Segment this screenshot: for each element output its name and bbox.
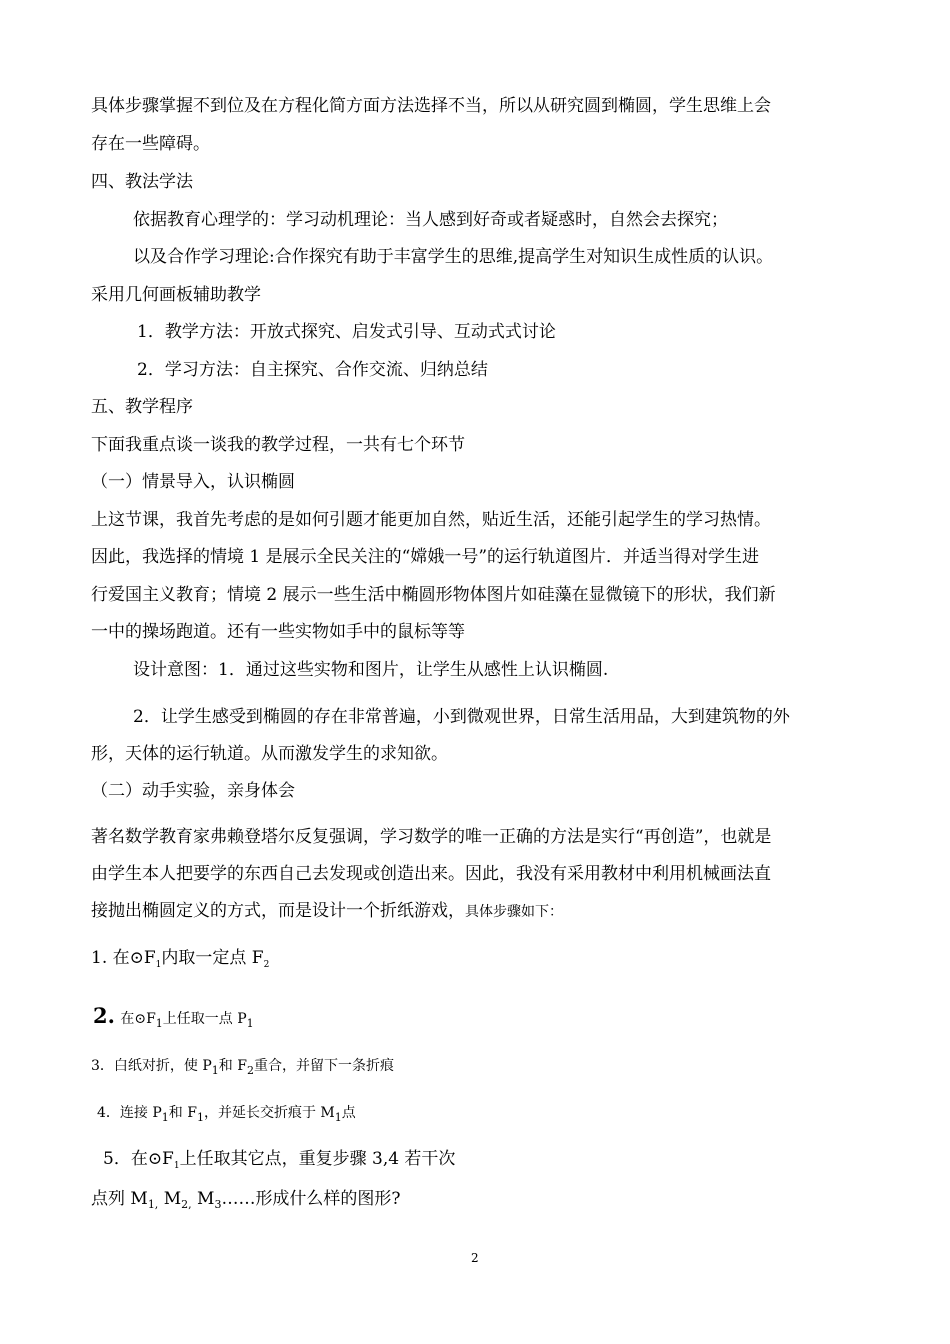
body-line: 依据教育心理学的：学习动机理论：当人感到好奇或者疑惑时，自然会去探究； xyxy=(133,210,728,230)
body-line xyxy=(91,900,563,923)
step-text: 内取一定点 F xyxy=(161,948,264,968)
subscript: 1 xyxy=(155,1017,163,1030)
step-text: 上任取其它点，重复步骤 3,4 若干次 xyxy=(179,1149,456,1169)
subscript: 1 xyxy=(173,1161,180,1171)
body-line: 采用几何画板辅助教学 xyxy=(91,285,261,305)
subscript: 1 xyxy=(196,1111,204,1124)
step-number: 2. xyxy=(93,1003,115,1028)
subscript: 1 xyxy=(161,1111,169,1124)
question-text: M xyxy=(158,1189,182,1209)
subsection-heading: （二）动手实验，亲身体会 xyxy=(91,781,295,801)
step-2 xyxy=(93,1005,254,1035)
subscript: 1, xyxy=(147,1198,159,1211)
body-line: 由学生本人把要学的东西自己去发现或创造出来。因此，我没有采用教材中利用机械画法直 xyxy=(91,864,771,884)
subscript: 1 xyxy=(246,1017,254,1030)
question-text: 点列 M xyxy=(91,1189,148,1209)
body-line: 设计意图：1．通过这些实物和图片，让学生从感性上认识椭圆. xyxy=(133,660,609,680)
body-line: 存在一些障碍。 xyxy=(91,134,210,154)
step-text: 上任取一点 P xyxy=(162,1011,247,1027)
question-text: ……形成什么样的图形? xyxy=(221,1189,401,1209)
section-heading: 四、教法学法 xyxy=(91,172,193,192)
body-line: 下面我重点谈一谈我的教学过程，一共有七个环节 xyxy=(91,435,465,455)
page-number: 2 xyxy=(471,1251,479,1265)
list-item: 2．学习方法：自主探究、合作交流、归纳总结 xyxy=(137,360,488,380)
subscript: 2 xyxy=(263,960,270,970)
step-text: ，并延长交折痕于 M xyxy=(203,1105,335,1121)
subscript: 2, xyxy=(181,1198,192,1211)
step-4 xyxy=(97,1102,356,1129)
body-line: 因此，我选择的情境 1 是展示全民关注的“嫦娥一号”的运行轨道图片．并适当得对学生进 xyxy=(91,547,760,567)
step-text: 点 xyxy=(341,1105,356,1121)
subscript: 2 xyxy=(246,1064,254,1077)
step-text: 和 F xyxy=(218,1058,247,1074)
step-text: 3．白纸对折，使 P xyxy=(91,1058,212,1074)
body-text: 接抛出椭圆定义的方式，而是设计一个折纸游戏， xyxy=(91,901,465,921)
subscript: 3 xyxy=(214,1198,222,1211)
list-item: 1．教学方法：开放式探究、启发式引导、互动式式讨论 xyxy=(137,322,556,342)
step-3 xyxy=(91,1055,394,1082)
step-text: 4．连接 P xyxy=(97,1105,162,1121)
body-text-small: 具体步骤如下： xyxy=(465,904,563,920)
question-text: M xyxy=(191,1189,215,1209)
step-5 xyxy=(103,1148,455,1177)
subscript: 1 xyxy=(155,960,162,970)
step-text: 和 F xyxy=(168,1105,197,1121)
step-text: 在⊙F xyxy=(120,1011,156,1027)
subscript: 1 xyxy=(334,1111,342,1124)
section-heading: 五、教学程序 xyxy=(91,397,193,417)
body-line: 具体步骤掌握不到位及在方程化简方面方法选择不当，所以从研究圆到椭圆，学生思维上会 xyxy=(91,96,771,116)
body-line: 一中的操场跑道。还有一些实物如手中的鼠标等等 xyxy=(91,622,465,642)
body-line: 形，天体的运行轨道。从而激发学生的求知欲。 xyxy=(91,744,448,764)
question-line xyxy=(91,1188,401,1216)
body-line: 行爱国主义教育；情境 2 展示一些生活中椭圆形物体图片如硅藻在显微镜下的形状，我们新 xyxy=(91,585,776,605)
body-line: 著名数学教育家弗赖登塔尔反复强调，学习数学的唯一正确的方法是实行“再创造”，也就是 xyxy=(91,827,772,847)
subsection-heading: （一）情景导入，认识椭圆 xyxy=(91,472,295,492)
step-1 xyxy=(91,947,269,976)
step-text: 重合，并留下一条折痕 xyxy=(253,1058,394,1074)
step-text: 1. 在⊙F xyxy=(91,948,156,968)
subscript: 1 xyxy=(211,1064,219,1077)
body-line: 2．让学生感受到椭圆的存在非常普遍，小到微观世界，日常生活用品，大到建筑物的外 xyxy=(133,707,790,727)
step-text: 5．在⊙F xyxy=(103,1149,174,1169)
body-line: 上这节课，我首先考虑的是如何引题才能更加自然，贴近生活，还能引起学生的学习热情。 xyxy=(91,510,771,530)
body-line: 以及合作学习理论:合作探究有助于丰富学生的思维,提高学生对知识生成性质的认识。 xyxy=(133,247,774,267)
